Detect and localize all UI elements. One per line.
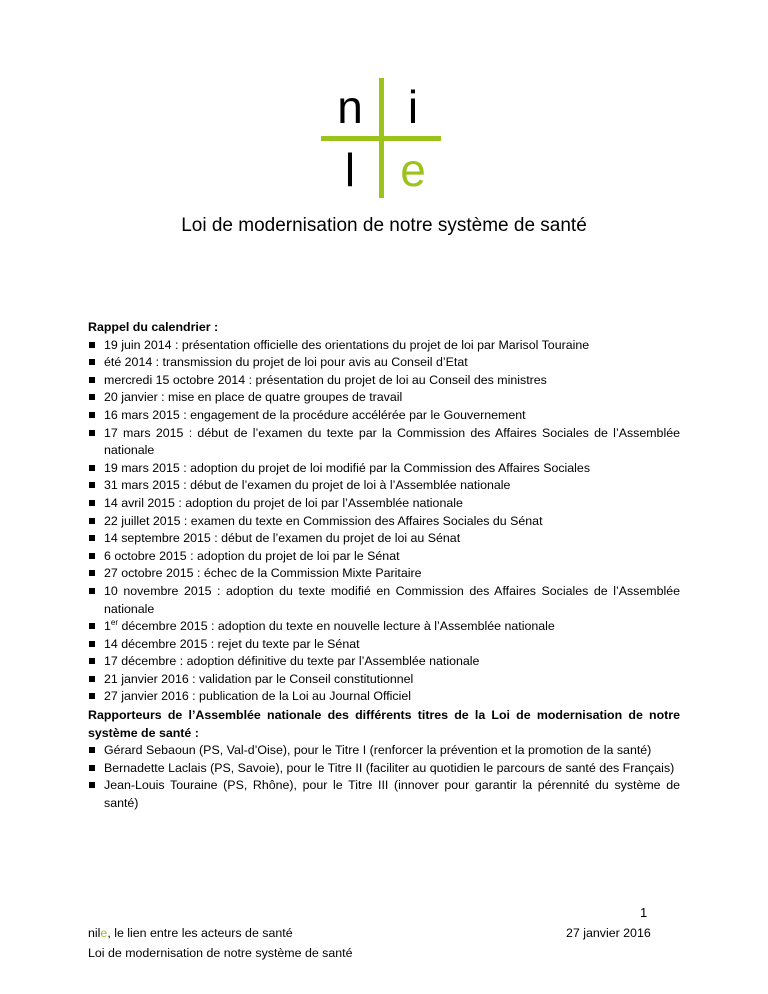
footer-doc-title: Loi de modernisation de notre système de santé <box>88 946 353 960</box>
logo-letter-i: i <box>407 81 419 133</box>
calendar-item-day: 1 <box>104 619 111 634</box>
calendar-item: mercredi 15 octobre 2014 : présentation du projet de loi au Conseil des ministres <box>88 372 680 390</box>
logo-horizontal-bar <box>321 136 441 141</box>
footer-left <box>88 923 353 963</box>
calendar-item: 22 juillet 2015 : examen du texte en Commission des Affaires Sociales du Sénat <box>88 513 680 531</box>
calendar-item: 16 mars 2015 : engagement de la procédure accélérée par le Gouvernement <box>88 407 680 425</box>
logo-letter-l: l <box>344 144 356 196</box>
calendar-heading: Rappel du calendrier : <box>88 320 219 334</box>
footer-tagline: , le lien entre les acteurs de santé <box>107 926 293 940</box>
calendar-item: 6 octobre 2015 : adoption du projet de loi par le Sénat <box>88 548 680 566</box>
calendar-section <box>88 319 680 706</box>
footer-tagline-line <box>88 923 353 943</box>
rapporteurs-section <box>88 707 680 813</box>
calendar-item: 27 janvier 2016 : publication de la Loi au Journal Officiel <box>88 688 680 706</box>
logo-letter-e: e <box>400 144 426 196</box>
page-number: 1 <box>640 905 648 920</box>
calendar-item: 17 décembre : adoption définitive du texte par l’Assemblée nationale <box>88 653 680 671</box>
calendar-item: 14 septembre 2015 : début de l’examen du projet de loi au Sénat <box>88 530 680 548</box>
calendar-item <box>88 618 680 636</box>
rapporteur-item: Bernadette Laclais (PS, Savoie), pour le Titre II (faciliter au quotidien le parcours de santé des Français) <box>88 760 680 778</box>
footer-brand: nil <box>88 926 101 940</box>
nile-logo <box>321 78 441 198</box>
footer-brand-accent: e <box>100 926 108 940</box>
calendar-item: 27 octobre 2015 : échec de la Commission Mixte Paritaire <box>88 565 680 583</box>
calendar-item: 19 juin 2014 : présentation officielle des orientations du projet de loi par Marisol Touraine <box>88 337 680 355</box>
calendar-item: 19 mars 2015 : adoption du projet de loi modifié par la Commission des Affaires Sociales <box>88 460 680 478</box>
rapporteurs-list <box>88 742 680 812</box>
calendar-item: 31 mars 2015 : début de l’examen du projet de loi à l’Assemblée nationale <box>88 477 680 495</box>
calendar-item: 14 avril 2015 : adoption du projet de loi par l’Assemblée nationale <box>88 495 680 513</box>
rapporteurs-heading: Rapporteurs de l’Assemblée nationale des différents titres de la Loi de modernisation de notre système de santé : <box>88 708 680 740</box>
footer-date: 27 janvier 2016 <box>566 926 651 940</box>
calendar-item: été 2014 : transmission du projet de loi pour avis au Conseil d’Etat <box>88 354 680 372</box>
calendar-item: 17 mars 2015 : début de l’examen du texte par la Commission des Affaires Sociales de l’Assemblée nationale <box>88 425 680 460</box>
calendar-item: 21 janvier 2016 : validation par le Conseil constitutionnel <box>88 671 680 689</box>
calendar-list <box>88 337 680 706</box>
calendar-item-text: décembre 2015 : adoption du texte en nouvelle lecture à l’Assemblée nationale <box>121 619 555 634</box>
logo-letter-n: n <box>337 81 363 133</box>
calendar-item-ordinal: er <box>110 617 119 627</box>
rapporteur-item: Jean-Louis Touraine (PS, Rhône), pour le Titre III (innover pour garantir la pérennité du système de santé) <box>88 777 680 812</box>
calendar-item: 10 novembre 2015 : adoption du texte modifié en Commission des Affaires Sociales de l’Assemblée nationale <box>88 583 680 618</box>
calendar-item: 20 janvier : mise en place de quatre groupes de travail <box>88 389 680 407</box>
rapporteur-item: Gérard Sebaoun (PS, Val-d’Oise), pour le Titre I (renforcer la prévention et la promotion de la santé) <box>88 742 680 760</box>
calendar-item: 14 décembre 2015 : rejet du texte par le Sénat <box>88 636 680 654</box>
document-title: Loi de modernisation de notre système de santé <box>181 215 587 236</box>
